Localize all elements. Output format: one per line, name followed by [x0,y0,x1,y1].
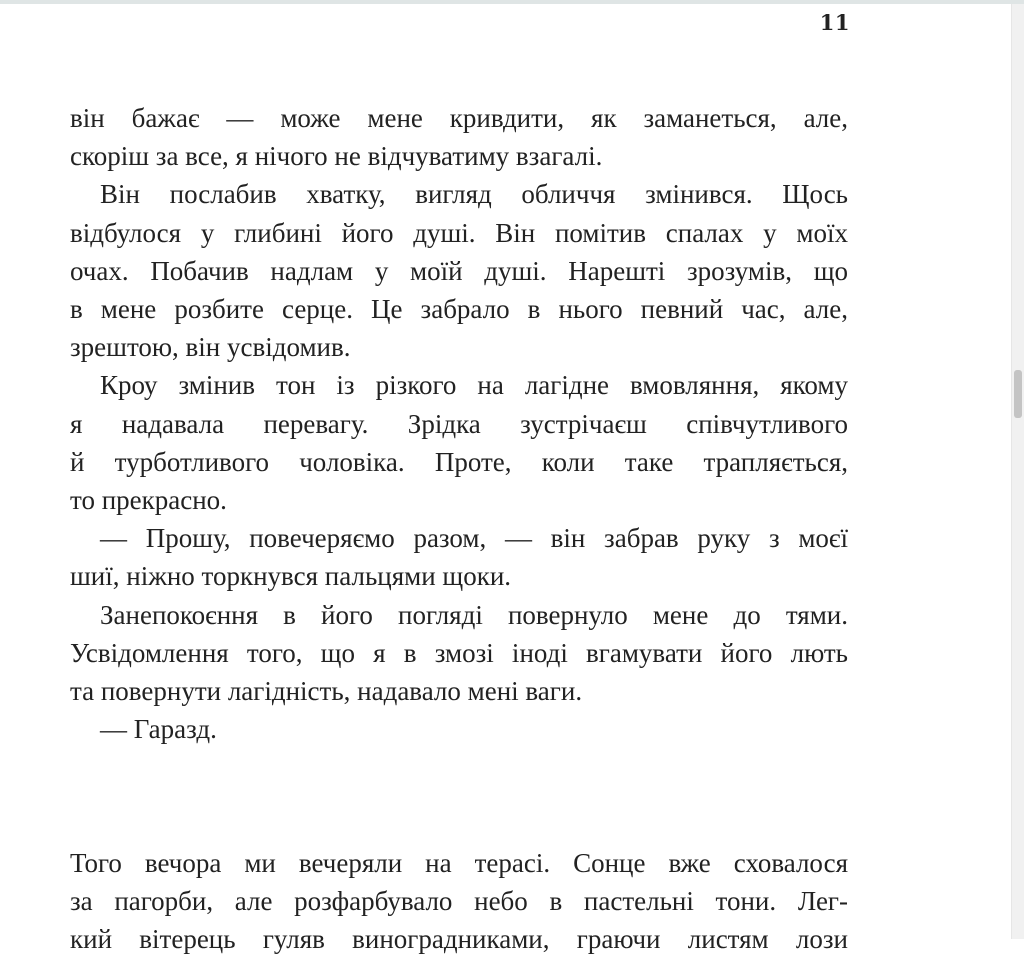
paragraph-line: шиї, ніжно торкнувся пальцями щоки. [70,561,512,592]
paragraph-line: скоріш за все, я нічого не відчуватиму взагалі. [70,141,603,172]
book-page [0,4,1012,955]
paragraph-line: Усвідомлення того, що я в змозі іноді вгамувати його лють [70,637,848,668]
scrollbar-track[interactable] [1011,4,1024,939]
paragraph-line: — Прошу, повечеряємо разом, — він забрав руку з моєї [100,523,848,554]
page-number: 11 [819,10,850,35]
scrollbar-thumb[interactable] [1014,370,1022,418]
paragraph-line: я надавала перевагу. Зрідка зустрічаєш співчутливого [70,408,848,439]
text-block-main [70,99,848,748]
paragraph-line: Того вечора ми вечеряли на терасі. Сонце вже сховалося [70,848,848,878]
paragraph-line: кий вітерець гуляв виноградниками, граючи листям лози [70,924,848,955]
paragraph-line: то прекрасно. [70,485,227,516]
paragraph-line: Занепокоєння в його погляді повернуло мене до тями. [100,599,848,630]
paragraph-line: зрештою, він усвідомив. [70,332,351,363]
text-block-section-2 [70,844,848,959]
paragraph-line: — Гаразд. [100,714,217,745]
paragraph-line: та повернути лагідність, надавало мені ваги. [70,676,583,707]
paragraph-line: й турботливого чоловіка. Проте, коли таке трапляється, [70,446,848,477]
paragraph-line: він бажає — може мене кривдити, як заманеться, але, [70,103,848,133]
paragraph-line: очах. Побачив надлам у моїй душі. Нарешті зрозумів, що [70,255,848,286]
paragraph-line: Кроу змінив тон із різкого на лагідне вмовляння, якому [100,370,848,401]
paragraph-line: відбулося у глибині його душі. Він помітив спалах у моїх [70,217,848,248]
paragraph-line: Він послабив хватку, вигляд обличчя змінився. Щось [100,179,848,210]
paragraph-line: за пагорби, але розфарбувало небо в пастельні тони. Лег- [70,886,848,917]
paragraph-line: в мене розбите серце. Це забрало в нього певний час, але, [70,294,848,325]
